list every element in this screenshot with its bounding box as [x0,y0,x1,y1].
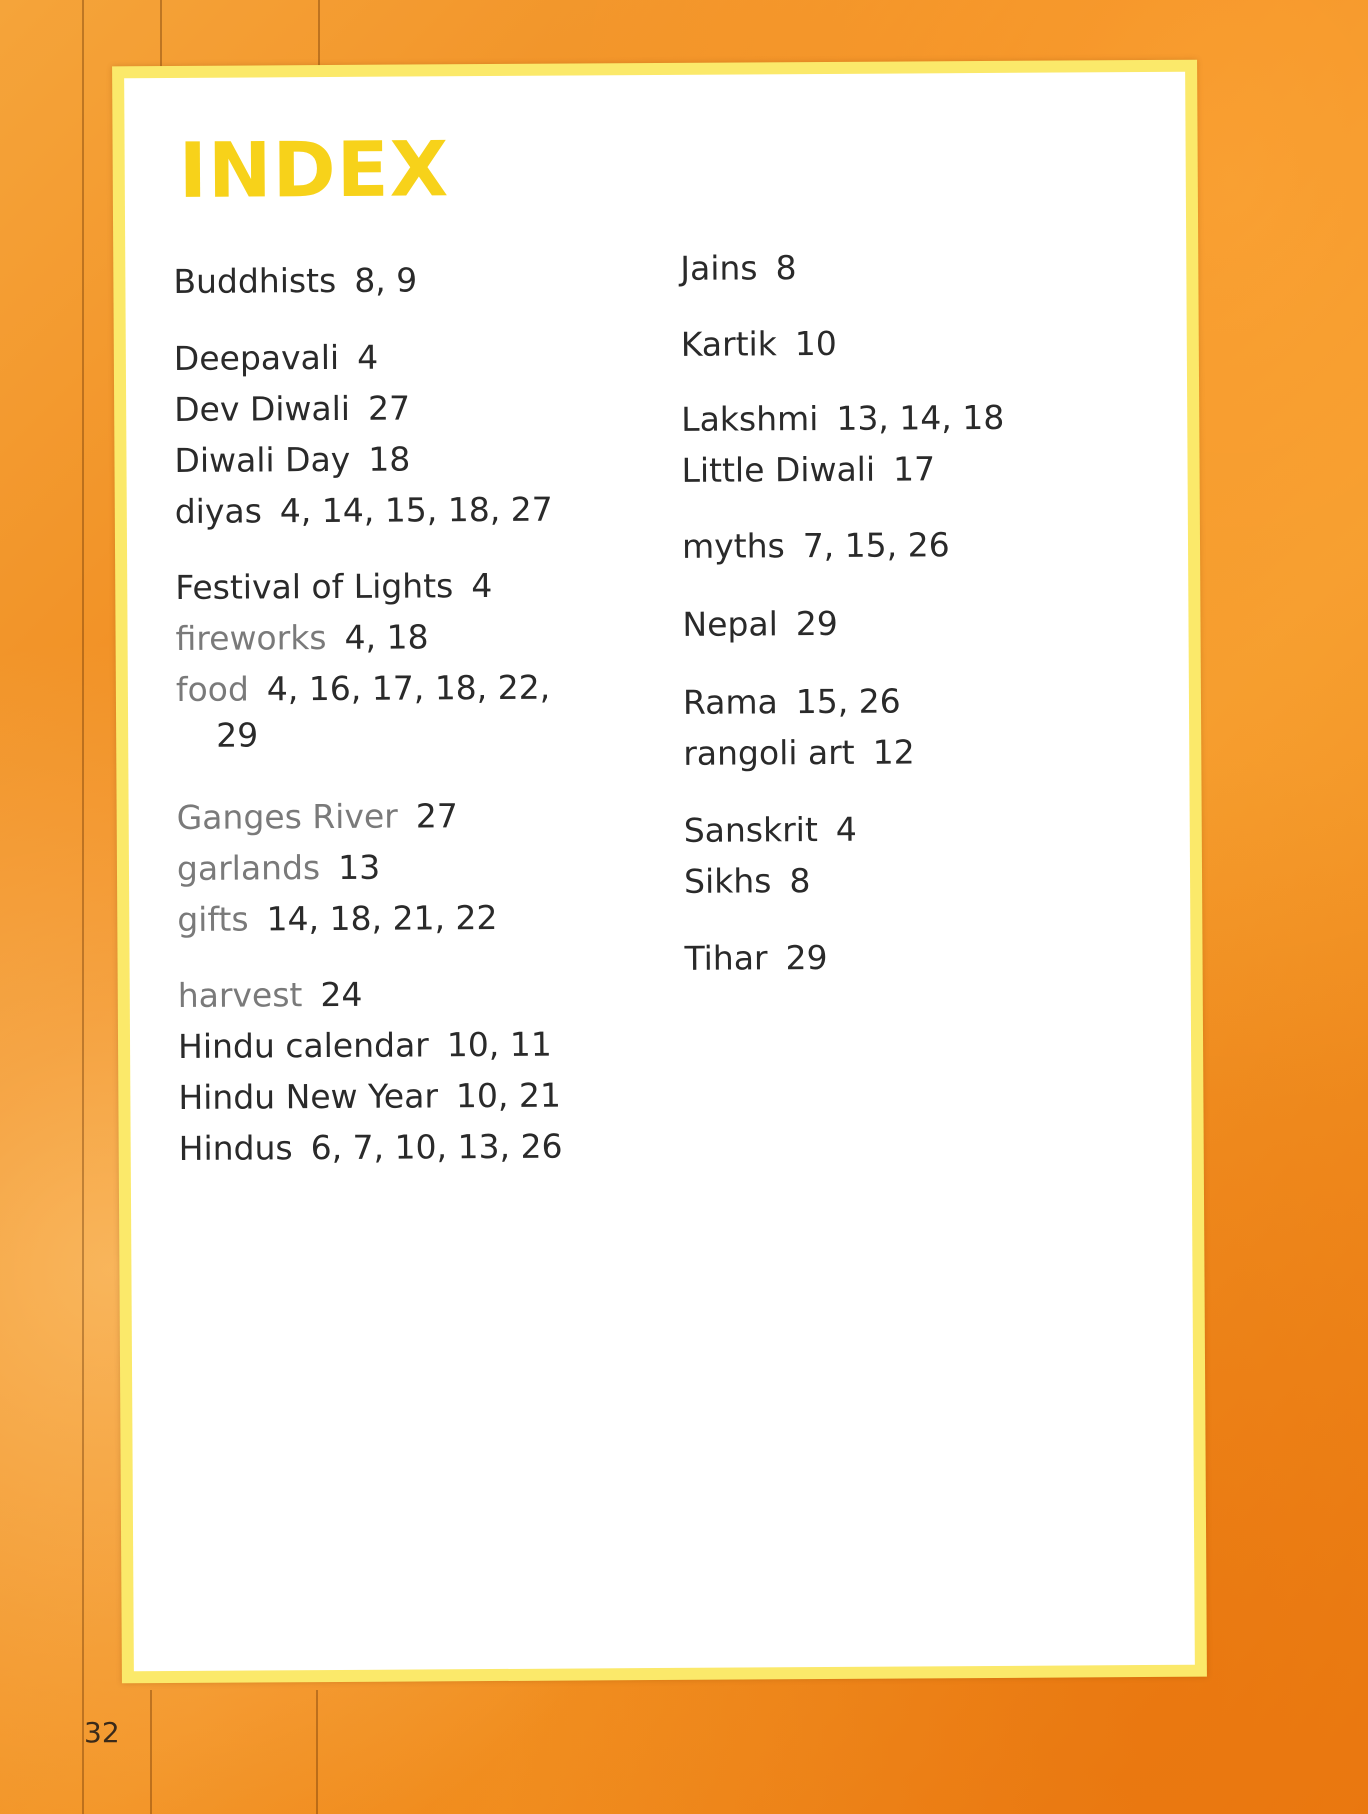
index-pages: 13, 14, 18 [836,397,1005,438]
index-entry [683,682,901,723]
index-pages: 8 [775,248,797,288]
index-pages: 29 [795,603,838,644]
index-pages: 7, 15, 26 [802,525,950,566]
wood-grain-line [82,0,84,1814]
index-entry [178,1076,561,1118]
index-pages: 4, 18 [344,617,429,657]
page-number: 32 [84,1716,120,1749]
index-entry [175,566,492,608]
index-pages: 4, 16, 17, 18, 22, [266,667,551,709]
index-term: food [175,669,249,709]
panel-content [124,72,1195,1671]
index-term: Ganges River [176,796,398,837]
index-entry [174,389,410,430]
index-term: Sanskrit [683,810,818,850]
index-term: diyas [174,491,262,531]
index-entry [177,796,458,838]
index-entry [174,338,379,379]
index-entry [178,975,363,1016]
index-pages: 29 [785,937,828,978]
index-term: Hindu New Year [178,1076,439,1117]
index-pages: 4 [471,566,493,606]
index-pages: 14, 18, 21, 22 [266,897,498,939]
index-panel [112,60,1207,1684]
index-pages: 10, 11 [446,1024,552,1065]
index-pages: 15, 26 [795,681,901,722]
index-entry [681,449,935,491]
index-pages: 18 [368,439,411,479]
index-entry [179,1127,563,1169]
index-term: Hindus [178,1128,293,1168]
index-entry [177,848,380,889]
index-entry [684,810,857,851]
index-entry [175,617,428,659]
index-pages: 10, 21 [455,1075,562,1116]
index-entry [682,525,950,567]
index-entry [680,248,796,289]
index-entry [177,898,497,940]
index-term: Festival of Lights [175,566,454,607]
index-pages: 27 [367,388,411,428]
index-term: fireworks [175,618,327,658]
index-term: Buddhists [173,260,337,301]
index-term: Dev Diwali [174,388,351,429]
index-term: myths [681,526,785,566]
index-pages: 27 [415,796,458,836]
index-pages: 4, 14, 15, 18, 27 [279,489,553,531]
index-term: Hindu calendar [177,1025,429,1066]
index-pages: 17 [892,449,936,489]
index-entry [174,440,410,481]
index-pages: 8 [789,861,811,901]
index-entry [682,604,838,645]
index-term: garlands [176,848,321,888]
index-pages-continued: 29 [216,715,259,755]
index-entry [684,861,811,902]
index-entry [175,667,551,755]
index-term: Diwali Day [174,439,351,480]
index-term: Nepal [682,604,778,644]
index-term: Lakshmi [681,399,819,439]
index-entry [175,490,553,532]
index-term: rangoli art [683,732,855,773]
index-term: Deepavali [173,337,340,378]
index-pages: 8, 9 [354,260,418,300]
index-pages: 24 [320,974,363,1015]
index-entry [683,732,915,773]
index-entry [684,938,827,979]
index-entry [681,324,837,365]
index-pages: 4 [835,809,857,849]
index-term: Sikhs [683,861,772,901]
index-pages: 12 [872,732,915,772]
index-entry [681,398,1004,440]
index-pages: 4 [357,337,379,377]
index-entry [173,260,417,301]
index-term: Kartik [680,324,777,364]
index-term: Rama [682,682,778,722]
wood-grain-line [316,1690,318,1814]
index-term: Tihar [684,938,768,978]
index-pages: 6, 7, 10, 13, 26 [310,1126,563,1168]
index-term: Little Diwali [681,449,876,490]
index-pages: 10 [794,323,837,364]
wood-grain-line [150,1690,152,1814]
index-entry [178,1025,552,1067]
page-title: INDEX [178,124,450,215]
index-pages: 13 [338,847,381,887]
index-term: gifts [177,899,249,939]
index-term: Jains [680,248,758,288]
index-term: harvest [177,975,303,1015]
